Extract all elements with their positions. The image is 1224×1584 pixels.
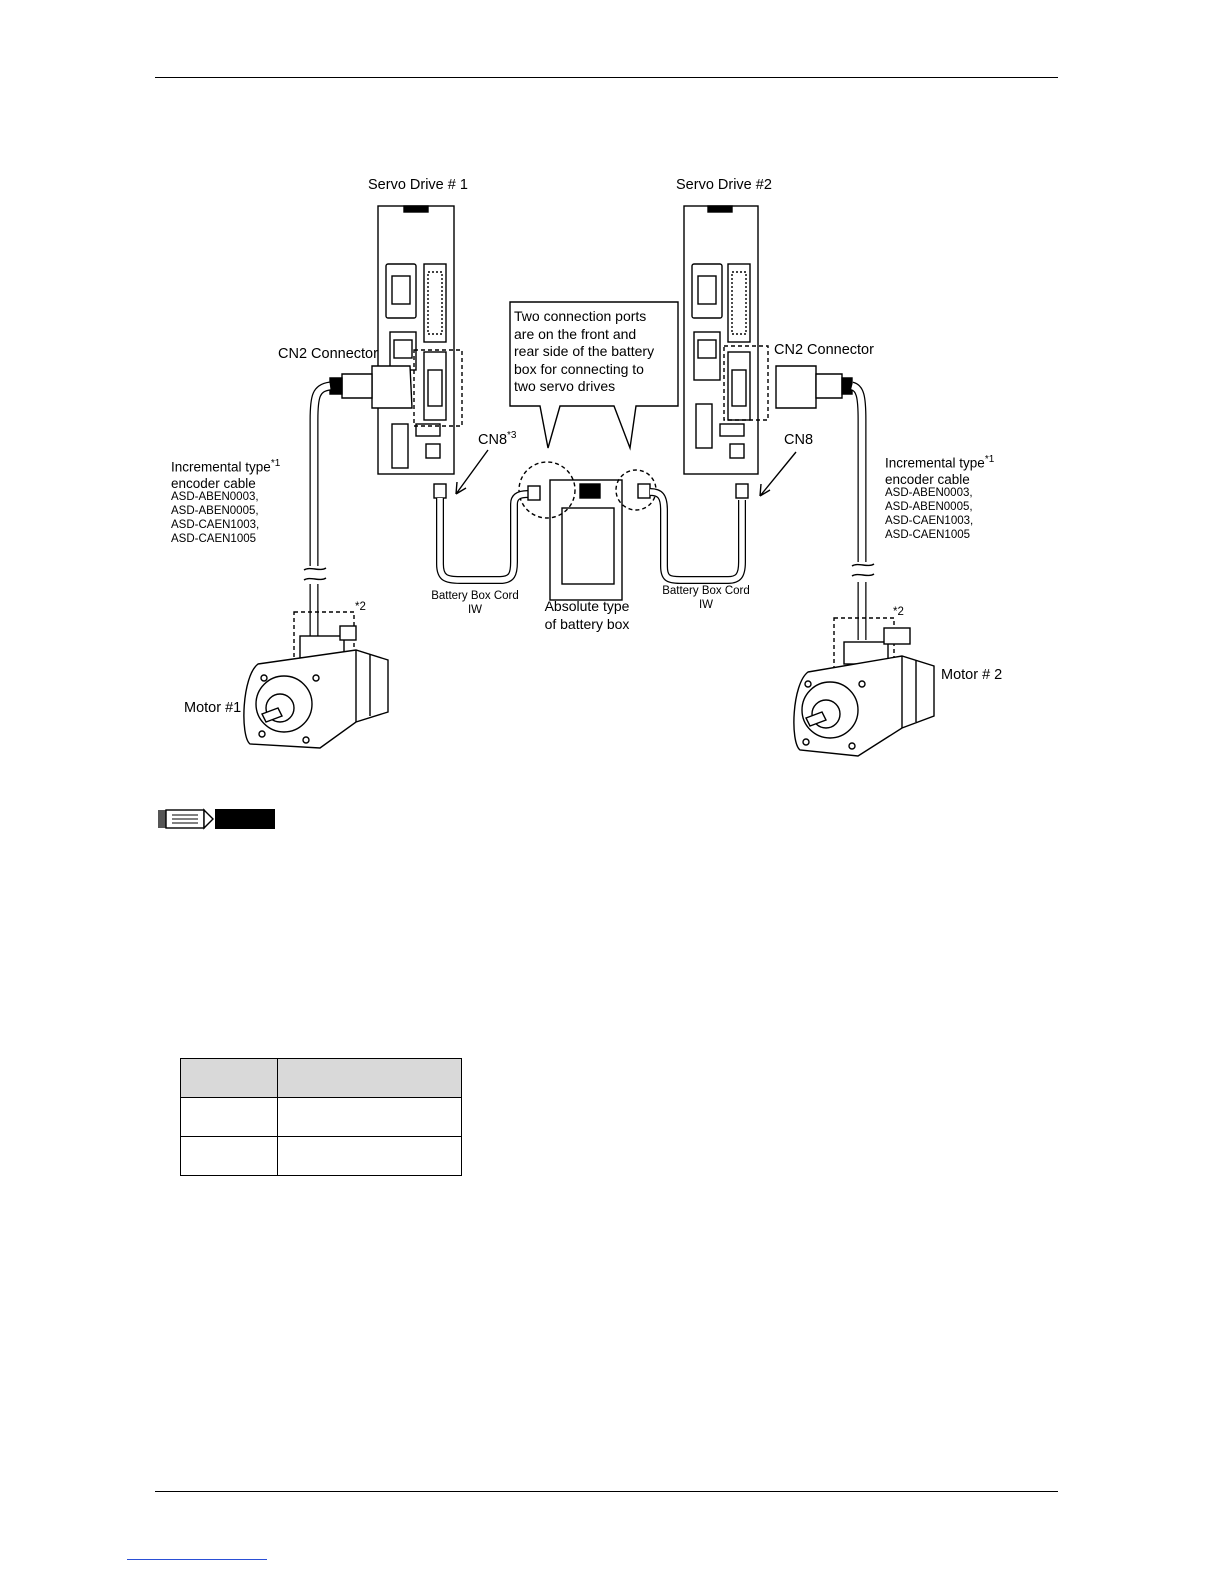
cn2-connector-left — [330, 366, 412, 408]
callout-line: are on the front and — [514, 325, 637, 342]
footer-link-underline[interactable] — [127, 1559, 267, 1560]
battery-box-label: Absolute type of battery box — [544, 598, 630, 632]
note2-left: *2 — [355, 601, 366, 613]
encoder-left-models: ASD-ABEN0003, ASD-ABEN0005, ASD-CAEN1003, ASD-CAEN1005 — [171, 491, 260, 545]
note-pencil-icon — [158, 807, 276, 831]
servo-drive-1-body — [378, 206, 462, 474]
servo-drive-2-label: Servo Drive #2 — [676, 177, 772, 193]
servo-drive-1-label: Servo Drive # 1 — [368, 177, 468, 193]
cn2-connector-right — [776, 366, 852, 408]
cn8-left-label: CN8$^{*3}$ — [478, 430, 517, 448]
callout-text — [514, 308, 675, 396]
battery-cord-left-label: Battery Box Cord IW — [431, 590, 519, 616]
motor-1-label: Motor #1 — [184, 700, 242, 716]
callout-line: box for connecting to — [514, 360, 644, 377]
spec-table — [180, 1058, 462, 1176]
callout-line: two servo drives — [514, 378, 616, 394]
table-row — [181, 1098, 462, 1137]
table-cell — [181, 1098, 278, 1137]
motor-2-label: Motor # 2 — [941, 667, 1003, 683]
cn8-right-label: CN8 — [784, 432, 814, 448]
encoder-right-label: Incremental type$^{*1}$ encoder cable — [885, 454, 995, 487]
encoder-left-label: Incremental type$^{*1}$ encoder cable — [171, 458, 281, 491]
callout-line: Two connection ports — [514, 308, 647, 324]
table-cell — [181, 1137, 278, 1176]
battery-cord-right-label: Battery Box Cord IW — [662, 585, 750, 611]
cn2-connector-left-label: CN2 Connector — [278, 346, 378, 362]
note2-right: *2 — [893, 606, 904, 618]
footer-rule — [155, 1491, 1058, 1492]
callout-line: rear side of the battery — [514, 343, 655, 359]
table-header-row — [181, 1059, 462, 1098]
battery-box — [519, 462, 656, 600]
servo-drive-2-body — [684, 206, 768, 474]
cn2-connector-right-label: CN2 Connector — [774, 342, 874, 358]
table-row — [181, 1137, 462, 1176]
battery-cord-left — [434, 484, 540, 580]
table-cell — [278, 1098, 462, 1137]
table-cell — [278, 1137, 462, 1176]
cn8-arrow-right — [760, 452, 796, 496]
table-cell — [278, 1059, 462, 1098]
encoder-right-models: ASD-ABEN0003, ASD-ABEN0005, ASD-CAEN1003, ASD-CAEN1005 — [885, 487, 974, 541]
cn8-arrow-left — [456, 450, 488, 494]
table-cell — [181, 1059, 278, 1098]
